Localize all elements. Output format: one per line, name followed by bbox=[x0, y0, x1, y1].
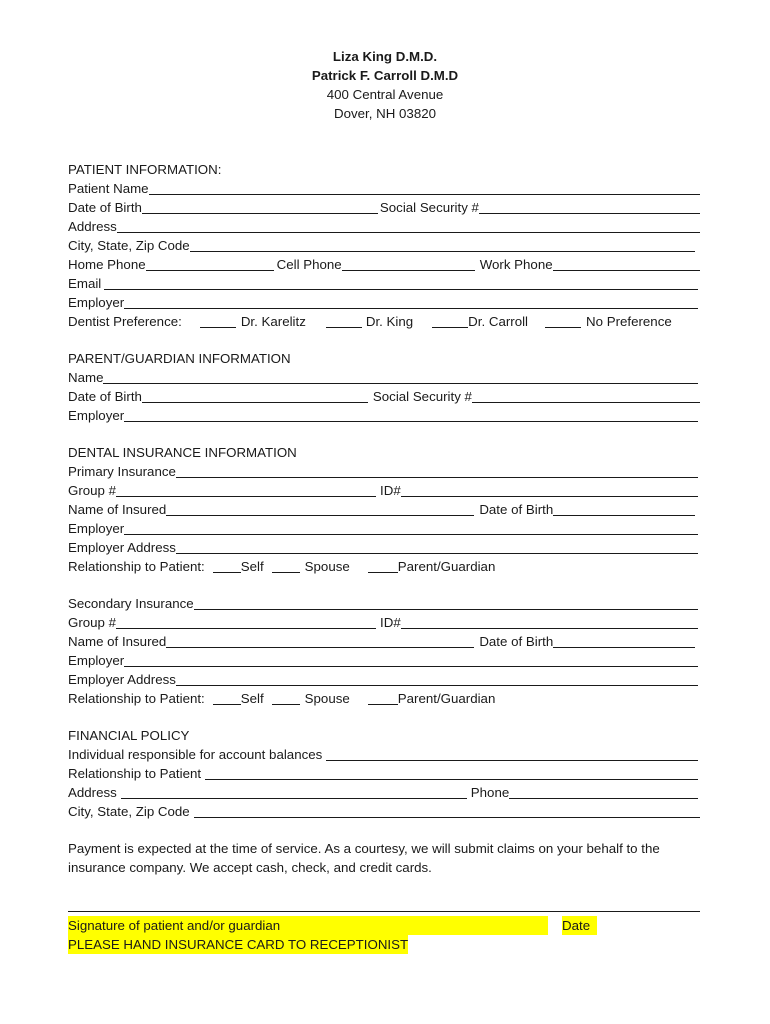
financial-phone-label: Phone bbox=[470, 785, 510, 800]
financial-city-row bbox=[68, 802, 700, 821]
cell-phone-field[interactable] bbox=[342, 256, 475, 271]
patient-name-row bbox=[68, 179, 700, 198]
responsible-party-row bbox=[68, 745, 700, 764]
secondary-id-field[interactable] bbox=[401, 614, 698, 629]
financial-address-field[interactable] bbox=[121, 784, 467, 799]
primary-group-row bbox=[68, 481, 700, 500]
no-preference-option: No Preference bbox=[586, 314, 672, 329]
patient-address-label: Address bbox=[68, 219, 117, 234]
no-preference-checkbox[interactable] bbox=[545, 313, 581, 328]
guardian-dob-field[interactable] bbox=[142, 388, 368, 403]
primary-relationship-label: Relationship to Patient: bbox=[68, 559, 205, 574]
dentist-preference-label: Dentist Preference: bbox=[68, 314, 182, 329]
primary-group-field[interactable] bbox=[116, 482, 376, 497]
dentist-name-1: Liza King D.M.D. bbox=[332, 49, 438, 64]
primary-employer-address-row bbox=[68, 538, 700, 557]
patient-email-field[interactable] bbox=[104, 275, 698, 290]
signature-row bbox=[68, 916, 700, 935]
financial-phone-field[interactable] bbox=[509, 784, 698, 799]
dentist-preference-row bbox=[68, 312, 700, 331]
karelitz-option: Dr. Karelitz bbox=[240, 314, 306, 329]
secondary-insured-row bbox=[68, 632, 700, 651]
secondary-employer-row bbox=[68, 651, 700, 670]
primary-insured-row bbox=[68, 500, 700, 519]
secondary-self-option: Self bbox=[240, 691, 264, 706]
patient-dob-label: Date of Birth bbox=[68, 200, 142, 215]
financial-address-row bbox=[68, 783, 700, 802]
primary-insured-label: Name of Insured bbox=[68, 502, 167, 517]
financial-city-field[interactable] bbox=[194, 803, 700, 818]
patient-address-field[interactable] bbox=[117, 218, 700, 233]
practice-city: Dover, NH 03820 bbox=[334, 106, 436, 121]
secondary-employer-field[interactable] bbox=[124, 652, 698, 667]
guardian-name-row bbox=[68, 368, 700, 387]
patient-ssn-field[interactable] bbox=[479, 199, 700, 214]
insurance-section-title: DENTAL INSURANCE INFORMATION bbox=[68, 445, 297, 460]
secondary-parent-checkbox[interactable] bbox=[368, 690, 398, 705]
primary-self-option: Self bbox=[240, 559, 264, 574]
patient-employer-field[interactable] bbox=[124, 294, 698, 309]
primary-parent-option: Parent/Guardian bbox=[397, 559, 496, 574]
carroll-option: Dr. Carroll bbox=[468, 314, 529, 329]
secondary-id-label: ID# bbox=[380, 615, 401, 630]
secondary-insured-field[interactable] bbox=[166, 633, 474, 648]
secondary-spouse-checkbox[interactable] bbox=[272, 690, 300, 705]
patient-dob-field[interactable] bbox=[142, 199, 378, 214]
patient-name-field[interactable] bbox=[149, 180, 700, 195]
patient-dob-row bbox=[68, 198, 700, 217]
primary-insured-dob-field[interactable] bbox=[553, 501, 695, 516]
insurance-card-notice: PLEASE HAND INSURANCE CARD TO RECEPTIONIST bbox=[68, 937, 409, 952]
primary-insurance-row bbox=[68, 462, 700, 481]
primary-employer-label: Employer bbox=[68, 521, 125, 536]
patient-employer-label: Employer bbox=[68, 295, 125, 310]
secondary-insurance-field[interactable] bbox=[194, 595, 698, 610]
patient-phone-row bbox=[68, 255, 700, 274]
carroll-checkbox[interactable] bbox=[432, 313, 468, 328]
secondary-group-field[interactable] bbox=[116, 614, 376, 629]
secondary-insurance-label: Secondary Insurance bbox=[68, 596, 194, 611]
secondary-employer-address-label: Employer Address bbox=[68, 672, 176, 687]
primary-employer-row bbox=[68, 519, 700, 538]
financial-city-label: City, State, Zip Code bbox=[68, 804, 190, 819]
dentist-name-2: Patrick F. Carroll D.M.D bbox=[311, 68, 459, 83]
secondary-insurance-row bbox=[68, 594, 700, 613]
primary-self-checkbox[interactable] bbox=[213, 558, 241, 573]
secondary-insured-label: Name of Insured bbox=[68, 634, 167, 649]
primary-id-label: ID# bbox=[380, 483, 401, 498]
practice-header bbox=[0, 47, 770, 123]
guardian-employer-row bbox=[68, 406, 700, 425]
guardian-name-label: Name bbox=[68, 370, 104, 385]
primary-employer-address-label: Employer Address bbox=[68, 540, 176, 555]
patient-section-title: PATIENT INFORMATION: bbox=[68, 162, 222, 177]
signature-label: Signature of patient and/or guardian bbox=[68, 916, 548, 935]
financial-relationship-row bbox=[68, 764, 700, 783]
secondary-employer-address-row bbox=[68, 670, 700, 689]
practice-street: 400 Central Avenue bbox=[326, 87, 444, 102]
patient-name-label: Patient Name bbox=[68, 181, 149, 196]
patient-city-field[interactable] bbox=[190, 237, 695, 252]
patient-email-row bbox=[68, 274, 700, 293]
king-checkbox[interactable] bbox=[326, 313, 362, 328]
guardian-name-field[interactable] bbox=[103, 369, 698, 384]
secondary-employer-label: Employer bbox=[68, 653, 125, 668]
responsible-party-field[interactable] bbox=[326, 746, 698, 761]
secondary-employer-address-field[interactable] bbox=[176, 671, 698, 686]
primary-insurance-label: Primary Insurance bbox=[68, 464, 176, 479]
cell-phone-label: Cell Phone bbox=[276, 257, 342, 272]
patient-address-row bbox=[68, 217, 700, 236]
signature-line[interactable] bbox=[68, 910, 700, 912]
secondary-relationship-label: Relationship to Patient: bbox=[68, 691, 205, 706]
home-phone-label: Home Phone bbox=[68, 257, 146, 272]
king-option: Dr. King bbox=[365, 314, 414, 329]
date-label: Date bbox=[562, 916, 597, 935]
financial-relationship-field[interactable] bbox=[205, 765, 698, 780]
secondary-self-checkbox[interactable] bbox=[213, 690, 241, 705]
secondary-insured-dob-label: Date of Birth bbox=[479, 634, 554, 649]
secondary-insured-dob-field[interactable] bbox=[553, 633, 695, 648]
registration-form bbox=[68, 160, 700, 954]
primary-parent-checkbox[interactable] bbox=[368, 558, 398, 573]
secondary-group-row bbox=[68, 613, 700, 632]
financial-relationship-label: Relationship to Patient bbox=[68, 766, 202, 781]
guardian-ssn-field[interactable] bbox=[472, 388, 700, 403]
guardian-dob-row bbox=[68, 387, 700, 406]
guardian-employer-label: Employer bbox=[68, 408, 125, 423]
primary-id-field[interactable] bbox=[401, 482, 698, 497]
home-phone-field[interactable] bbox=[146, 256, 274, 271]
primary-spouse-option: Spouse bbox=[304, 559, 350, 574]
work-phone-field[interactable] bbox=[553, 256, 700, 271]
patient-city-row bbox=[68, 236, 700, 255]
primary-insured-dob-label: Date of Birth bbox=[479, 502, 554, 517]
payment-policy-text: Payment is expected at the time of service. As a courtesy, we will submit claims on your behalf to the insurance company. We accept cash, check, and credit cards. bbox=[68, 841, 660, 875]
primary-insured-field[interactable] bbox=[166, 501, 474, 516]
primary-spouse-checkbox[interactable] bbox=[272, 558, 300, 573]
guardian-dob-label: Date of Birth bbox=[68, 389, 142, 404]
secondary-parent-option: Parent/Guardian bbox=[397, 691, 496, 706]
work-phone-label: Work Phone bbox=[479, 257, 553, 272]
guardian-ssn-label: Social Security # bbox=[372, 389, 472, 404]
secondary-spouse-option: Spouse bbox=[304, 691, 350, 706]
guardian-employer-field[interactable] bbox=[124, 407, 698, 422]
patient-city-label: City, State, Zip Code bbox=[68, 238, 190, 253]
patient-email-label: Email bbox=[68, 276, 102, 291]
patient-ssn-label: Social Security # bbox=[379, 200, 479, 215]
primary-employer-address-field[interactable] bbox=[176, 539, 698, 554]
primary-group-label: Group # bbox=[68, 483, 117, 498]
primary-relationship-row bbox=[68, 557, 700, 576]
secondary-group-label: Group # bbox=[68, 615, 117, 630]
responsible-party-label: Individual responsible for account balances bbox=[68, 747, 323, 762]
primary-employer-field[interactable] bbox=[124, 520, 698, 535]
primary-insurance-field[interactable] bbox=[176, 463, 698, 478]
guardian-section-title: PARENT/GUARDIAN INFORMATION bbox=[68, 351, 291, 366]
financial-section-title: FINANCIAL POLICY bbox=[68, 728, 190, 743]
financial-address-label: Address bbox=[68, 785, 117, 800]
karelitz-checkbox[interactable] bbox=[200, 313, 236, 328]
patient-employer-row bbox=[68, 293, 700, 312]
secondary-relationship-row bbox=[68, 689, 700, 708]
